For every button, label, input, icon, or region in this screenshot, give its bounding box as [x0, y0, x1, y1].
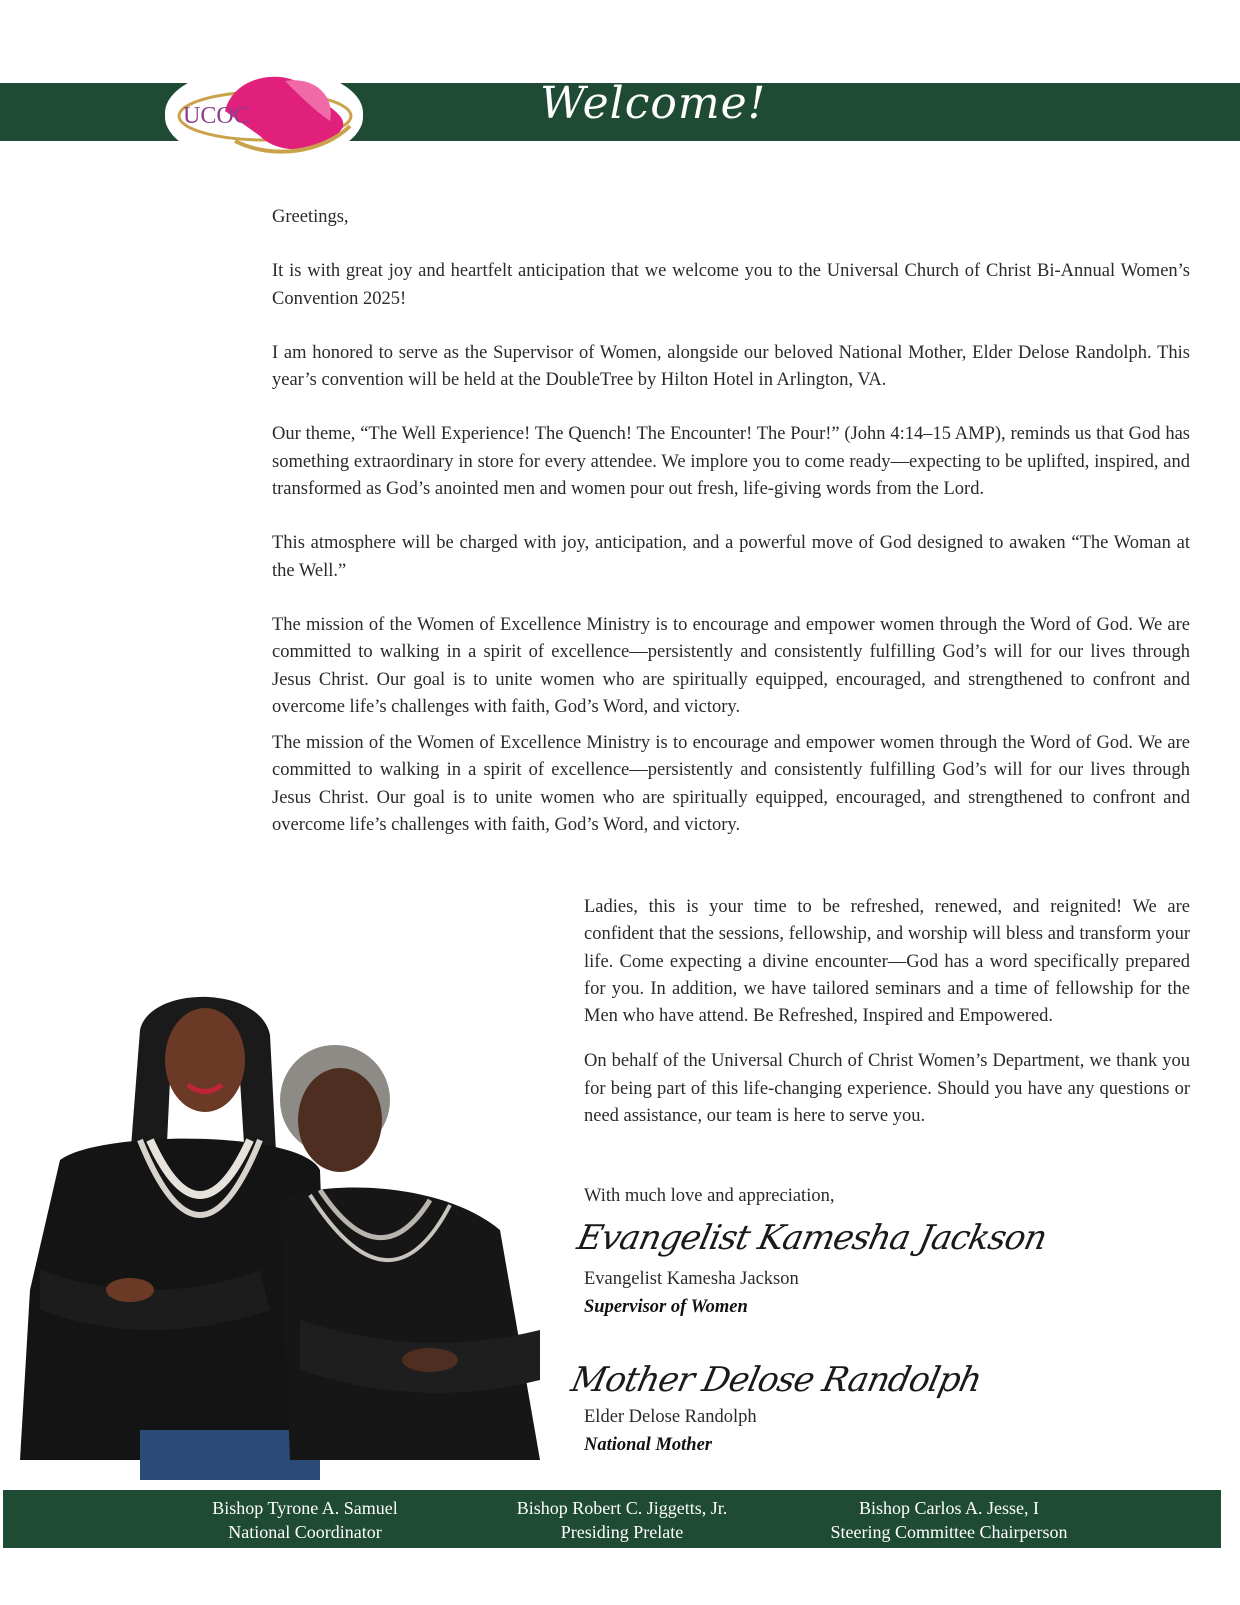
closing-line: With much love and appreciation, [584, 1186, 835, 1206]
leader-name: Bishop Tyrone A. Samuel [212, 1498, 398, 1518]
paragraph-3: Our theme, “The Well Experience! The Quench! The Encounter! The Pour!” (John 4:14–15 AMP), reminds us that God has something extraordinary in store for every attendee. We implore you to come ready—expecting to be uplifted, inspired, and transformed as God’s anointed men and women pour out fresh, life-giving words from the Lord. [272, 424, 1190, 500]
paragraph-7: Ladies, this is your time to be refreshed, renewed, and reignited! We are confident that the sessions, fellowship, and worship will bless and transform your life. Come expecting a divine encounter—God has a word specifically prepared for you. In addition, we have tailored seminars and a time of fellowship for the Men who have attend. Be Refreshed, Inspired and Empowered. [584, 897, 1190, 1027]
signatory-name-2: Elder Delose Randolph [584, 1407, 757, 1427]
letter-body [272, 204, 1190, 866]
footer-banner [3, 1490, 1221, 1548]
leader-title: Presiding Prelate [560, 1522, 684, 1542]
signature-1: Evangelist Kamesha Jackson [573, 1218, 1050, 1258]
paragraph-2: I am honored to serve as the Supervisor of Women, alongside our beloved National Mother, Elder Delose Randolph. This year’s convention will be held at the DoubleTree by Hilton Hotel in Arlington, VA. [272, 342, 1190, 391]
signatory-name-1: Evangelist Kamesha Jackson [584, 1269, 799, 1289]
hat-logo-icon [165, 66, 363, 164]
svg-text:UCOC: UCOC [183, 103, 250, 129]
leader-name: Bishop Carlos A. Jesse, I [859, 1498, 1039, 1518]
signatory-role-2: National Mother [584, 1435, 712, 1455]
paragraph-1: It is with great joy and heartfelt anticipation that we welcome you to the Universal Church of Christ Bi-Annual Women’s Convention 2025! [272, 261, 1190, 309]
welcome-title: Welcome! [540, 78, 767, 129]
paragraph-4: This atmosphere will be charged with joy, anticipation, and a powerful move of God designed to awaken “The Woman at the Well.” [272, 533, 1190, 581]
leader-title: Steering Committee Chairperson [830, 1522, 1068, 1542]
letter-right-column [584, 894, 1190, 1148]
greeting: Greetings, [272, 207, 349, 227]
footer-leader-3 [784, 1496, 1114, 1544]
footer-leader-2 [457, 1496, 787, 1544]
leaders-photo [0, 990, 560, 1490]
footer-leader-1 [140, 1496, 470, 1544]
paragraph-6: The mission of the Women of Excellence Ministry is to encourage and empower women through the Word of God. We are committed to walking in a spirit of excellence—persistently and consistently fulfilling God’s will for our lives through Jesus Christ. Our goal is to unite women who are spiritually equipped, encouraged, and strengthened to confront and overcome life’s challenges with faith, God’s Word, and victory. [272, 733, 1190, 836]
paragraph-5: The mission of the Women of Excellence Ministry is to encourage and empower women through the Word of God. We are committed to walking in a spirit of excellence—persistently and consistently fulfilling God’s will for our lives through Jesus Christ. Our goal is to unite women who are spiritually equipped, encouraged, and strengthened to confront and overcome life’s challenges with faith, God’s Word, and victory. [272, 614, 1190, 717]
ucoc-logo [165, 66, 363, 164]
leader-name: Bishop Robert C. Jiggetts, Jr. [516, 1498, 728, 1518]
signatory-role-1: Supervisor of Women [584, 1297, 748, 1317]
signature-2: Mother Delose Randolph [567, 1360, 985, 1400]
paragraph-8: On behalf of the Universal Church of Christ Women’s Department, we thank you for being part of this life-changing experience. Should you have any questions or need assistance, our team is here to serve you. [584, 1051, 1190, 1127]
leader-title: National Coordinator [228, 1522, 382, 1542]
